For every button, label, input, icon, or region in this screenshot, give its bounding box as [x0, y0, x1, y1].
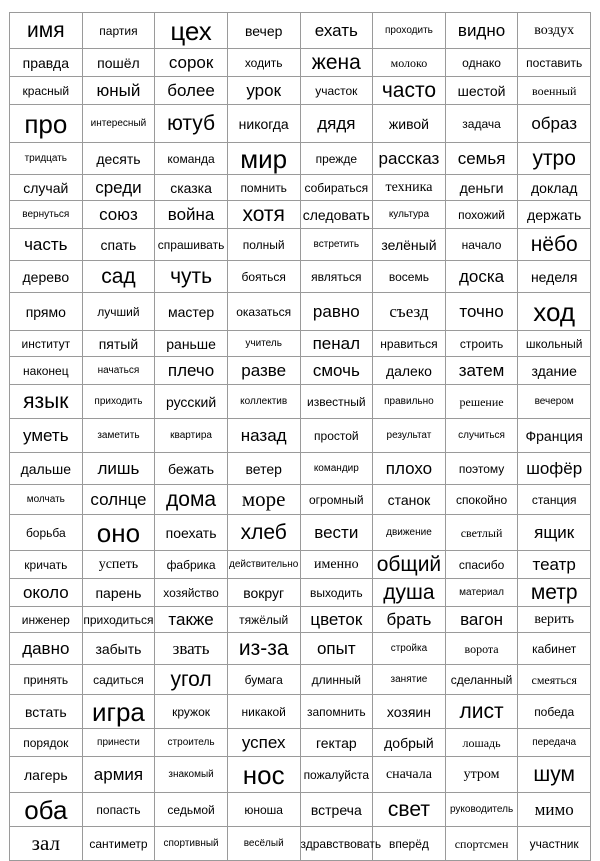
word-row	[10, 579, 591, 607]
word-cell: море	[227, 485, 300, 515]
word-cell: решение	[445, 385, 518, 419]
word-cell: образ	[518, 105, 591, 143]
word-row	[10, 293, 591, 331]
word-cell: вперёд	[373, 827, 446, 861]
word-cell: сантиметр	[82, 827, 155, 861]
word-cell: разве	[227, 357, 300, 385]
word-cell: мимо	[518, 793, 591, 827]
word-cell: плохо	[373, 453, 446, 485]
word-cell: бояться	[227, 261, 300, 293]
word-cell: пенал	[300, 331, 373, 357]
word-cell: успех	[227, 729, 300, 757]
word-row	[10, 143, 591, 175]
word-cell: порядок	[10, 729, 83, 757]
word-cell: принять	[10, 665, 83, 695]
word-cell: огромный	[300, 485, 373, 515]
word-cell: союз	[82, 201, 155, 229]
word-cell: интересный	[82, 105, 155, 143]
word-cell: военный	[518, 77, 591, 105]
word-cell: живой	[373, 105, 446, 143]
word-cell: известный	[300, 385, 373, 419]
word-row	[10, 261, 591, 293]
word-cell: угол	[155, 665, 228, 695]
word-cell: дядя	[300, 105, 373, 143]
word-cell: дома	[155, 485, 228, 515]
word-cell: более	[155, 77, 228, 105]
word-cell: светлый	[445, 515, 518, 551]
word-cell: выходить	[300, 579, 373, 607]
word-row	[10, 331, 591, 357]
word-cell: имя	[10, 13, 83, 49]
word-cell: никогда	[227, 105, 300, 143]
word-cell: спрашивать	[155, 229, 228, 261]
word-cell: хозяин	[373, 695, 446, 729]
word-cell: знакомый	[155, 757, 228, 793]
word-cell: техника	[373, 175, 446, 201]
word-cell: попасть	[82, 793, 155, 827]
word-cell: командир	[300, 453, 373, 485]
word-cell: похожий	[445, 201, 518, 229]
word-cell: кричать	[10, 551, 83, 579]
word-cell: оба	[10, 793, 83, 827]
word-cell: общий	[373, 551, 446, 579]
word-cell: нос	[227, 757, 300, 793]
word-cell: культура	[373, 201, 446, 229]
word-cell: сорок	[155, 49, 228, 77]
word-cell: полный	[227, 229, 300, 261]
word-cell: команда	[155, 143, 228, 175]
word-cell: сделанный	[445, 665, 518, 695]
word-cell: весёлый	[227, 827, 300, 861]
word-cell: нёбо	[518, 229, 591, 261]
word-cell: инженер	[10, 607, 83, 633]
word-cell: видно	[445, 13, 518, 49]
word-cell: русский	[155, 385, 228, 419]
word-row	[10, 13, 591, 49]
word-cell: кружок	[155, 695, 228, 729]
word-cell: вагон	[445, 607, 518, 633]
word-cell: ехать	[300, 13, 373, 49]
word-cell: коллектив	[227, 385, 300, 419]
word-row	[10, 551, 591, 579]
word-cell: успеть	[82, 551, 155, 579]
word-cell: седьмой	[155, 793, 228, 827]
word-cell: опыт	[300, 633, 373, 665]
word-cell: затем	[445, 357, 518, 385]
word-cell: душа	[373, 579, 446, 607]
word-cell: пожалуйста	[300, 757, 373, 793]
word-cell: прежде	[300, 143, 373, 175]
word-row	[10, 229, 591, 261]
word-cell: спасибо	[445, 551, 518, 579]
word-cell: армия	[82, 757, 155, 793]
word-cell: раньше	[155, 331, 228, 357]
word-cell: встреча	[300, 793, 373, 827]
word-cell: неделя	[518, 261, 591, 293]
word-cell: прямо	[10, 293, 83, 331]
word-cell: оказаться	[227, 293, 300, 331]
word-cell: цветок	[300, 607, 373, 633]
word-row	[10, 453, 591, 485]
word-cell: точно	[445, 293, 518, 331]
word-cell: утро	[518, 143, 591, 175]
word-cell: участок	[300, 77, 373, 105]
word-cell: шум	[518, 757, 591, 793]
word-cell: встретить	[300, 229, 373, 261]
word-cell: случай	[10, 175, 83, 201]
word-cell: приходить	[82, 385, 155, 419]
word-cell: звать	[155, 633, 228, 665]
word-cell: лагерь	[10, 757, 83, 793]
word-cell: деньги	[445, 175, 518, 201]
word-cell: парень	[82, 579, 155, 607]
word-row	[10, 201, 591, 229]
word-cell: начаться	[82, 357, 155, 385]
word-cell: мир	[227, 143, 300, 175]
word-cell: станок	[373, 485, 446, 515]
word-cell: институт	[10, 331, 83, 357]
word-cell: запомнить	[300, 695, 373, 729]
word-row	[10, 77, 591, 105]
word-cell: давно	[10, 633, 83, 665]
word-row	[10, 357, 591, 385]
word-cell: партия	[82, 13, 155, 49]
word-cell: учитель	[227, 331, 300, 357]
word-cell: приходиться	[82, 607, 155, 633]
word-row	[10, 607, 591, 633]
word-cell: доска	[445, 261, 518, 293]
word-cell: именно	[300, 551, 373, 579]
word-cell: вокруг	[227, 579, 300, 607]
word-cell: смеяться	[518, 665, 591, 695]
word-cell: задача	[445, 105, 518, 143]
word-cell: встать	[10, 695, 83, 729]
word-cell: метр	[518, 579, 591, 607]
word-row	[10, 485, 591, 515]
word-cell: тяжёлый	[227, 607, 300, 633]
word-cell: мастер	[155, 293, 228, 331]
word-cell: кабинет	[518, 633, 591, 665]
word-cell: цех	[155, 13, 228, 49]
word-cell: вести	[300, 515, 373, 551]
word-cell: правильно	[373, 385, 446, 419]
word-row	[10, 385, 591, 419]
word-cell: спокойно	[445, 485, 518, 515]
word-cell: передача	[518, 729, 591, 757]
word-cell: поэтому	[445, 453, 518, 485]
word-cell: забыть	[82, 633, 155, 665]
word-cell: победа	[518, 695, 591, 729]
word-cell: чуть	[155, 261, 228, 293]
word-cell: ходить	[227, 49, 300, 77]
word-cell: сказка	[155, 175, 228, 201]
word-cell: равно	[300, 293, 373, 331]
word-cell: наконец	[10, 357, 83, 385]
word-cell: заметить	[82, 419, 155, 453]
word-cell: тридцать	[10, 143, 83, 175]
word-cell: строить	[445, 331, 518, 357]
word-cell: здравствовать	[300, 827, 373, 861]
word-cell: следовать	[300, 201, 373, 229]
word-cell: игра	[82, 695, 155, 729]
word-row	[10, 49, 591, 77]
word-cell: свет	[373, 793, 446, 827]
word-cell: брать	[373, 607, 446, 633]
word-cell: материал	[445, 579, 518, 607]
word-cell: ход	[518, 293, 591, 331]
word-cell: солнце	[82, 485, 155, 515]
word-cell: спортивный	[155, 827, 228, 861]
word-cell: молоко	[373, 49, 446, 77]
word-cell: ютуб	[155, 105, 228, 143]
word-cell: рассказ	[373, 143, 446, 175]
word-cell: садиться	[82, 665, 155, 695]
word-cell: часто	[373, 77, 446, 105]
word-grid	[9, 12, 591, 861]
word-cell: шофёр	[518, 453, 591, 485]
word-cell: десять	[82, 143, 155, 175]
word-cell: лишь	[82, 453, 155, 485]
word-cell: смочь	[300, 357, 373, 385]
word-cell: квартира	[155, 419, 228, 453]
word-cell: жена	[300, 49, 373, 77]
word-cell: зелёный	[373, 229, 446, 261]
word-cell: гектар	[300, 729, 373, 757]
word-cell: участник	[518, 827, 591, 861]
word-cell: плечо	[155, 357, 228, 385]
word-row	[10, 793, 591, 827]
word-cell: вечер	[227, 13, 300, 49]
word-cell: театр	[518, 551, 591, 579]
word-cell: молчать	[10, 485, 83, 515]
word-cell: результат	[373, 419, 446, 453]
word-cell: также	[155, 607, 228, 633]
word-cell: пошёл	[82, 49, 155, 77]
word-cell: борьба	[10, 515, 83, 551]
word-cell: из-за	[227, 633, 300, 665]
word-cell: держать	[518, 201, 591, 229]
word-cell: ящик	[518, 515, 591, 551]
word-cell: фабрика	[155, 551, 228, 579]
word-cell: назад	[227, 419, 300, 453]
word-cell: часть	[10, 229, 83, 261]
word-cell: дерево	[10, 261, 83, 293]
word-cell: Франция	[518, 419, 591, 453]
word-cell: спать	[82, 229, 155, 261]
word-cell: здание	[518, 357, 591, 385]
word-cell: поехать	[155, 515, 228, 551]
word-cell: среди	[82, 175, 155, 201]
word-cell: никакой	[227, 695, 300, 729]
word-cell: восемь	[373, 261, 446, 293]
word-cell: однако	[445, 49, 518, 77]
word-cell: школьный	[518, 331, 591, 357]
word-cell: семья	[445, 143, 518, 175]
word-cell: сначала	[373, 757, 446, 793]
word-cell: вернуться	[10, 201, 83, 229]
word-cell: ветер	[227, 453, 300, 485]
word-cell: нравиться	[373, 331, 446, 357]
word-cell: красный	[10, 77, 83, 105]
word-cell: случиться	[445, 419, 518, 453]
word-row	[10, 633, 591, 665]
word-cell: собираться	[300, 175, 373, 201]
word-cell: про	[10, 105, 83, 143]
word-cell: хозяйство	[155, 579, 228, 607]
word-row	[10, 665, 591, 695]
word-cell: шестой	[445, 77, 518, 105]
word-row	[10, 827, 591, 861]
word-cell: добрый	[373, 729, 446, 757]
word-cell: бежать	[155, 453, 228, 485]
word-cell: помнить	[227, 175, 300, 201]
word-cell: поставить	[518, 49, 591, 77]
word-cell: строитель	[155, 729, 228, 757]
word-row	[10, 175, 591, 201]
word-cell: верить	[518, 607, 591, 633]
word-cell: оно	[82, 515, 155, 551]
word-cell: пятый	[82, 331, 155, 357]
word-cell: начало	[445, 229, 518, 261]
word-cell: утром	[445, 757, 518, 793]
word-row	[10, 729, 591, 757]
word-cell: действительно	[227, 551, 300, 579]
word-cell: лошадь	[445, 729, 518, 757]
word-cell: лист	[445, 695, 518, 729]
word-cell: зал	[10, 827, 83, 861]
word-cell: бумага	[227, 665, 300, 695]
word-row	[10, 695, 591, 729]
word-cell: проходить	[373, 13, 446, 49]
word-cell: руководитель	[445, 793, 518, 827]
word-cell: съезд	[373, 293, 446, 331]
word-cell: юный	[82, 77, 155, 105]
word-cell: простой	[300, 419, 373, 453]
word-cell: спортсмен	[445, 827, 518, 861]
word-row	[10, 515, 591, 551]
word-row	[10, 419, 591, 453]
word-cell: занятие	[373, 665, 446, 695]
word-cell: хотя	[227, 201, 300, 229]
word-cell: воздух	[518, 13, 591, 49]
word-cell: правда	[10, 49, 83, 77]
word-cell: длинный	[300, 665, 373, 695]
word-cell: лучший	[82, 293, 155, 331]
word-cell: движение	[373, 515, 446, 551]
word-cell: война	[155, 201, 228, 229]
word-cell: около	[10, 579, 83, 607]
word-cell: хлеб	[227, 515, 300, 551]
word-cell: являться	[300, 261, 373, 293]
word-cell: язык	[10, 385, 83, 419]
word-row	[10, 757, 591, 793]
word-cell: урок	[227, 77, 300, 105]
word-cell: дальше	[10, 453, 83, 485]
word-cell: сад	[82, 261, 155, 293]
word-cell: ворота	[445, 633, 518, 665]
word-cell: далеко	[373, 357, 446, 385]
word-cell: станция	[518, 485, 591, 515]
word-row	[10, 105, 591, 143]
word-cell: принести	[82, 729, 155, 757]
word-cell: юноша	[227, 793, 300, 827]
word-cell: уметь	[10, 419, 83, 453]
word-cell: доклад	[518, 175, 591, 201]
word-cell: вечером	[518, 385, 591, 419]
word-cell: стройка	[373, 633, 446, 665]
